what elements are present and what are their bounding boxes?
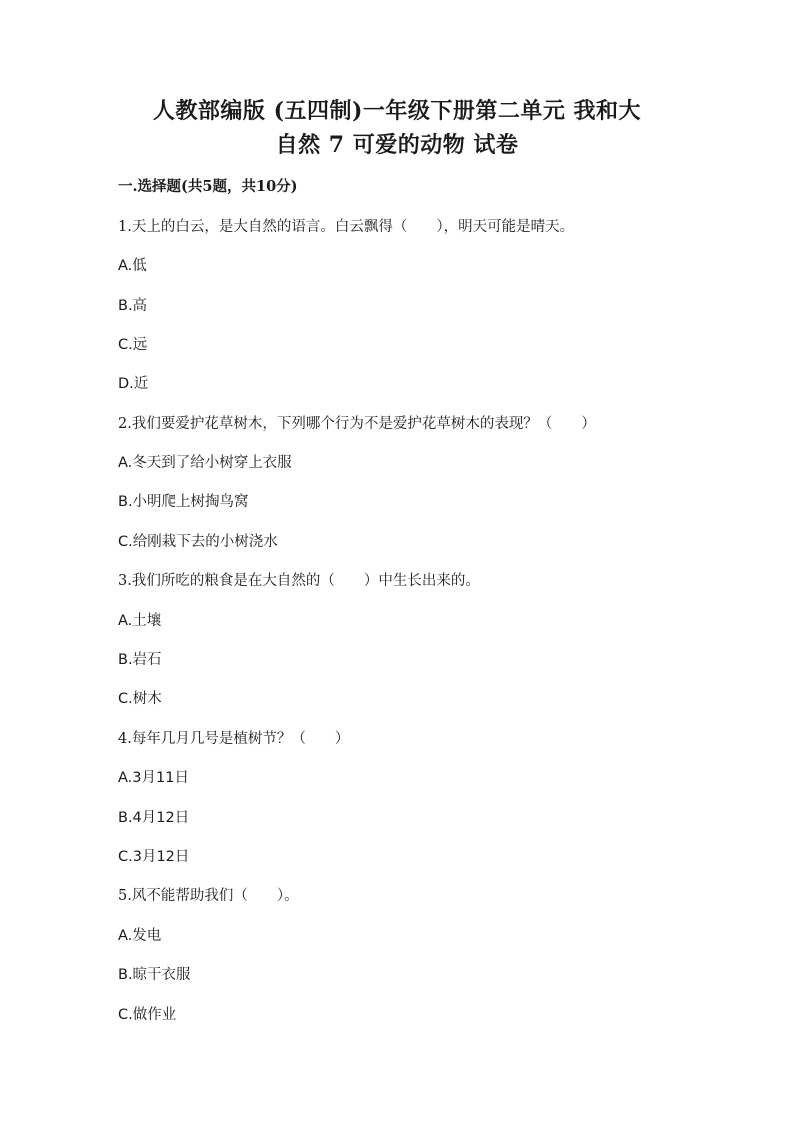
question-2-option-b: B.小明爬上树掏鸟窝 xyxy=(118,494,249,510)
question-4-option-c: C.3月12日 xyxy=(118,849,190,865)
question-5-option-c: C.做作业 xyxy=(118,1007,177,1023)
page-title xyxy=(118,94,676,162)
question-5-option-a: A.发电 xyxy=(118,928,162,944)
section-heading: 一.选择题(共5题，共10分) xyxy=(118,178,298,195)
question-2-option-a: A.冬天到了给小树穿上衣服 xyxy=(118,455,292,471)
question-3-option-b: B.岩石 xyxy=(118,652,162,668)
question-5-option-b: B.晾干衣服 xyxy=(118,967,191,983)
question-4-option-b: B.4月12日 xyxy=(118,810,190,826)
question-3-stem: 3.我们所吃的粮食是在大自然的（ ）中生长出来的。 xyxy=(118,573,480,589)
title-line-2: 自然 7 可爱的动物 试卷 xyxy=(275,132,519,158)
question-1-option-a: A.低 xyxy=(118,258,147,274)
question-2-stem: 2.我们要爱护花草树木，下列哪个行为不是爱护花草树木的表现？（ ） xyxy=(118,416,596,432)
question-4-option-a: A.3月11日 xyxy=(118,770,189,786)
question-4-stem: 4.每年几月几号是植树节？（ ） xyxy=(118,731,350,747)
question-3-option-c: C.树木 xyxy=(118,691,162,707)
title-line-1: 人教部编版 (五四制)一年级下册第二单元 我和大 xyxy=(152,98,642,124)
question-1-option-c: C.远 xyxy=(118,337,148,353)
question-1-stem: 1.天上的白云，是大自然的语言。白云飘得（ ），明天可能是晴天。 xyxy=(118,219,575,235)
question-3-option-a: A.土壤 xyxy=(118,613,162,629)
question-1-option-b: B.高 xyxy=(118,298,148,314)
question-2-option-c: C.给刚栽下去的小树浇水 xyxy=(118,534,278,550)
question-1-option-d: D.近 xyxy=(118,376,149,392)
question-5-stem: 5.风不能帮助我们（ ）。 xyxy=(118,888,299,904)
